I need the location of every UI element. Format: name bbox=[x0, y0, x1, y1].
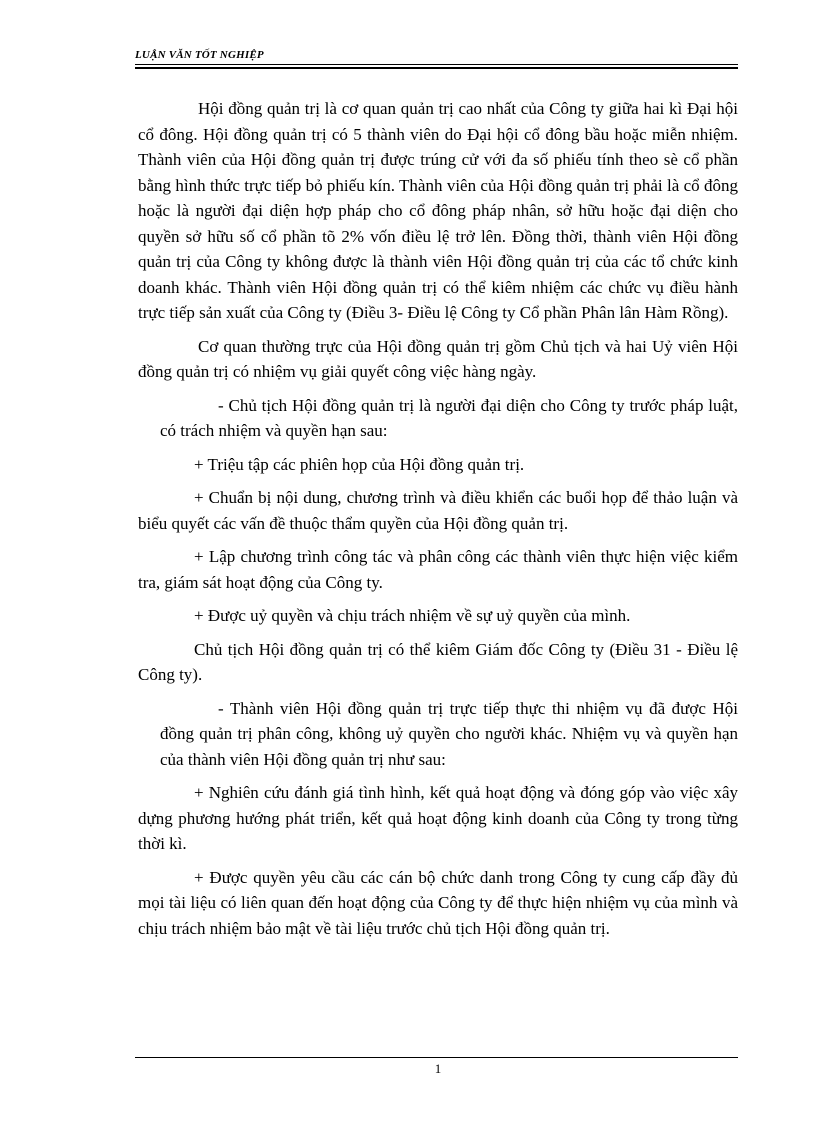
running-header: LUẬN VĂN TỐT NGHIỆP bbox=[135, 49, 264, 61]
list-item-request-documents: + Được quyền yêu cầu các cán bộ chức danh trong Công ty cung cấp đầy đủ mọi tài liệu có liên quan đến hoạt động của Công ty để thực hiện nhiệm vụ của mình và chịu trách nhiệm bảo mật về tài liệu trước chủ tịch Hội đồng quản trị. bbox=[138, 867, 738, 938]
header-rule-thick bbox=[135, 67, 738, 69]
header-rule-thin bbox=[135, 64, 738, 65]
paragraph-board-overview: Hội đồng quản trị là cơ quan quản trị cao nhất của Công ty giữa hai kì Đại hội cổ đông. Hội đồng quản trị có 5 thành viên do Đại hội cổ đông bầu hoặc miễn nhiệm. Thành viên của Hội đồng quản trị được trúng cử với đa số phiếu tính theo sè cổ phần bằng hình thức trực tiếp bỏ phiếu kín. Thành viên của Hội đồng quản trị phải là cổ đông hoặc là người đại diện hợp pháp cho cổ đông pháp nhân, sở hữu hoặc đại diện cho quyền sở hữu số cổ phần tõ 2% vốn điều lệ trở lên. Đồng thời, thành viên Hội đồng quản trị của Công ty không được là thành viên Hội đồng quản trị của các tổ chức kinh doanh khác. Thành viên Hội đồng quản trị có thể kiêm nhiệm các chức vụ điều hành trực tiếp sản xuất của Công ty (Điều 3- Điều lệ Công ty Cổ phần Phân lân Hàm Rồng). bbox=[138, 99, 738, 322]
list-item-prepare: + Chuẩn bị nội dung, chương trình và điều khiển các buổi họp để thảo luận và biểu quyết các vấn đề thuộc thẩm quyền của Hội đồng quản trị. bbox=[138, 488, 738, 533]
page-number: 1 bbox=[434, 1061, 442, 1076]
footer-rule bbox=[135, 1057, 738, 1058]
paragraph-chairman-duties-intro: - Chủ tịch Hội đồng quản trị là người đại diện cho Công ty trước pháp luật, có trách nhiệm và quyền hạn sau: bbox=[160, 395, 738, 440]
paragraph-chairman-director: Chủ tịch Hội đồng quản trị có thể kiêm Giám đốc Công ty (Điều 31 - Điều lệ Công ty). bbox=[138, 639, 738, 684]
paragraph-members-duties-intro: - Thành viên Hội đồng quản trị trực tiếp thực thi nhiệm vụ đã được Hội đồng quản trị phân công, không uỷ quyền cho người khác. Nhiệm vụ và quyền hạn của thành viên Hội đồng quản trị như sau: bbox=[160, 698, 738, 769]
list-item-delegate: + Được uỷ quyền và chịu trách nhiệm về sự uỷ quyền của mình. bbox=[194, 606, 631, 625]
list-item-plan: + Lập chương trình công tác và phân công các thành viên thực hiện việc kiểm tra, giám sát hoạt động của Công ty. bbox=[138, 547, 738, 592]
paragraph-standing-body: Cơ quan thường trực của Hội đồng quản trị gồm Chủ tịch và hai Uỷ viên Hội đồng quản trị có nhiệm vụ giải quyết công việc hàng ngày. bbox=[138, 336, 738, 381]
document-body bbox=[138, 96, 738, 941]
list-item-research: + Nghiên cứu đánh giá tình hình, kết quả hoạt động và đóng góp vào việc xây dựng phương hướng phát triển, kết quả hoạt động kinh doanh của Công ty trong từng thời kì. bbox=[138, 783, 738, 853]
list-item-convene: + Triệu tập các phiên họp của Hội đồng quản trị. bbox=[194, 454, 525, 474]
